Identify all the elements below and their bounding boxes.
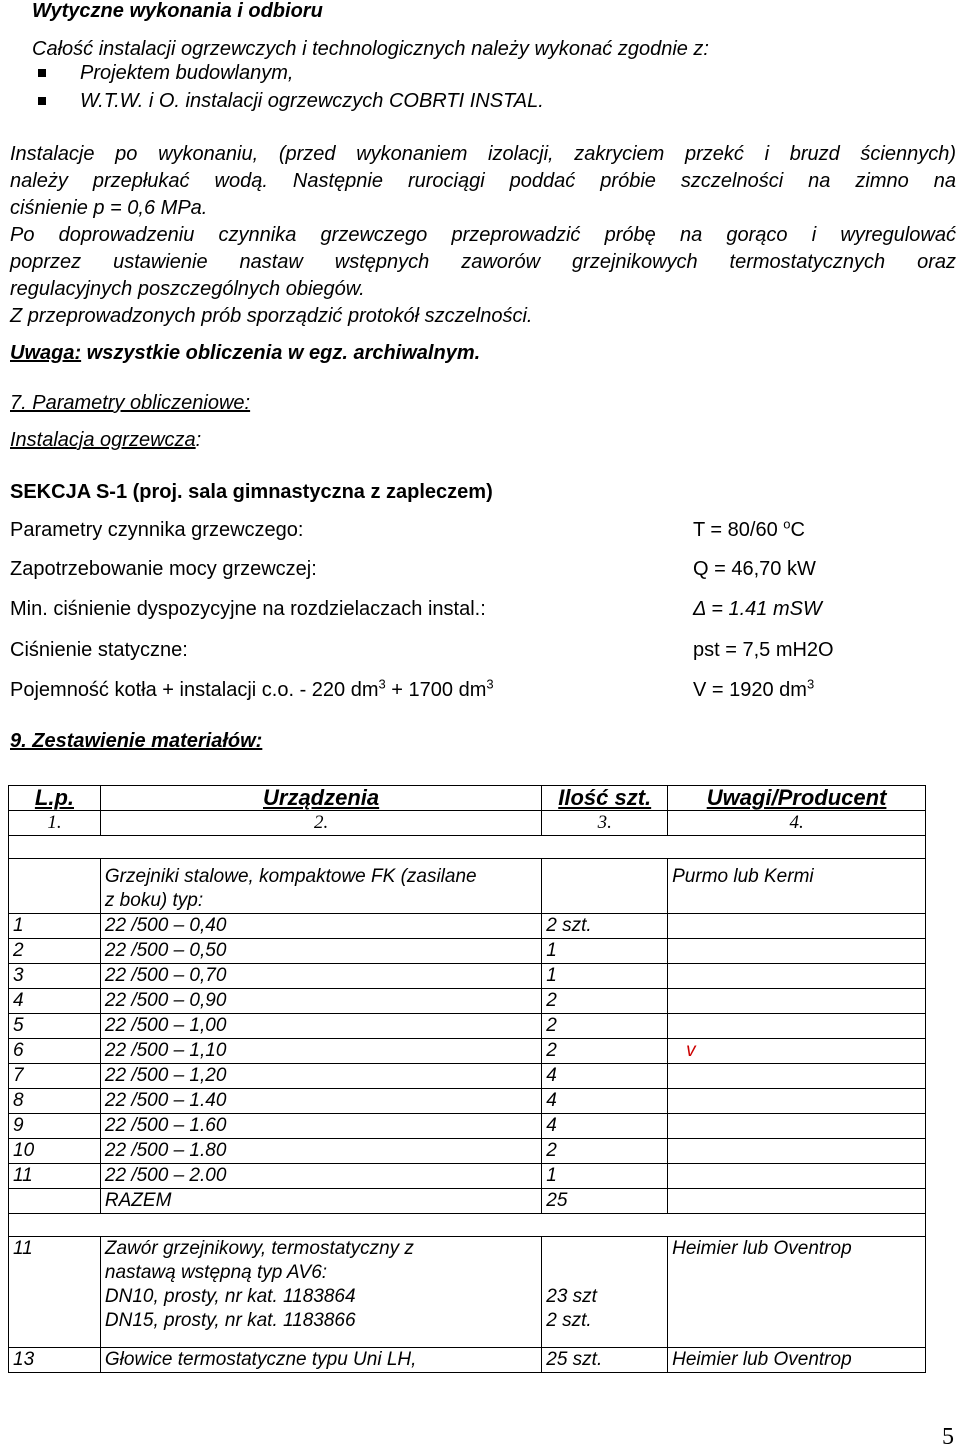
note-cell bbox=[668, 1114, 926, 1139]
group1-desc-line2: z boku) typ: bbox=[104, 890, 204, 911]
lp-cell: 6 bbox=[9, 1039, 101, 1064]
table-header-row bbox=[9, 786, 926, 811]
table-row bbox=[9, 1064, 926, 1089]
qty-cell bbox=[542, 859, 668, 914]
lp-cell: 11 bbox=[9, 1164, 101, 1189]
spacer-cell bbox=[9, 1214, 926, 1237]
pojemnosc-sup-3: 3 bbox=[806, 676, 815, 692]
group2-line2: nastawą wstępną typ AV6: bbox=[104, 1262, 328, 1283]
sekcja-heading: SEKCJA S-1 (proj. sala gimnastyczna z zapleczem) bbox=[10, 481, 493, 503]
table-row bbox=[9, 1164, 926, 1189]
pojemnosc-sup-2: 3 bbox=[486, 676, 494, 692]
header-cell: L.p. bbox=[9, 786, 101, 811]
name-cell: 22 /500 – 1,20 bbox=[100, 1064, 541, 1089]
header-cell: Urządzenia bbox=[100, 786, 541, 811]
pojemnosc-sup-1: 3 bbox=[378, 676, 386, 692]
qty-cell: 2 bbox=[542, 1014, 668, 1039]
name-cell: RAZEM bbox=[100, 1189, 541, 1214]
group1-rows bbox=[9, 914, 926, 1189]
note-cell bbox=[668, 1089, 926, 1114]
qty-cell: 2 szt. bbox=[542, 914, 668, 939]
column-number-cell: 1. bbox=[9, 811, 101, 836]
qty-cell: 2 bbox=[542, 1039, 668, 1064]
note-cell bbox=[668, 989, 926, 1014]
lp-cell: 11 bbox=[9, 1237, 101, 1348]
qty-cell: 2 bbox=[542, 1139, 668, 1164]
name-cell: 22 /500 – 1.40 bbox=[100, 1089, 541, 1114]
qty-cell: 1 bbox=[542, 939, 668, 964]
section9-heading: 9. Zestawienie materiałów: bbox=[10, 730, 263, 752]
spacer-cell bbox=[9, 836, 926, 859]
group2-line1: Zawór grzejnikowy, termostatyczny z bbox=[104, 1238, 414, 1259]
pojemnosc-value-text: V = 1920 dm bbox=[693, 679, 807, 701]
qty-cell: 4 bbox=[542, 1064, 668, 1089]
column-number-row bbox=[9, 811, 926, 836]
table-row bbox=[9, 1014, 926, 1039]
table-row bbox=[9, 859, 926, 914]
name-cell: 22 /500 – 1,10 bbox=[100, 1039, 541, 1064]
name-cell: 22 /500 – 0,40 bbox=[100, 914, 541, 939]
para1-line3: ciśnienie p = 0,6 MPa. bbox=[10, 197, 208, 219]
column-number-cell: 2. bbox=[100, 811, 541, 836]
header-cell: Ilość szt. bbox=[542, 786, 668, 811]
table-row bbox=[9, 1089, 926, 1114]
param-label-4: Ciśnienie statyczne: bbox=[10, 639, 188, 661]
qty-cell: 4 bbox=[542, 1114, 668, 1139]
lp-cell: 5 bbox=[9, 1014, 101, 1039]
lp-cell: 9 bbox=[9, 1114, 101, 1139]
param-value-2: Q = 46,70 kW bbox=[693, 558, 816, 580]
qty-cell bbox=[542, 1237, 668, 1348]
para1-line1: Instalacje po wykonaniu, (przed wykonaniem izolacji, zakryciem przekć i bruzd ściennych) bbox=[10, 143, 956, 165]
para2-line3: regulacyjnych poszczególnych obiegów. bbox=[10, 278, 365, 300]
table-row bbox=[9, 1348, 926, 1373]
group2-line4: DN15, prosty, nr kat. 1183866 bbox=[104, 1310, 356, 1331]
spacer-row bbox=[9, 836, 926, 859]
param-label-3: Min. ciśnienie dyspozycyjne na rozdzielaczach instal.: bbox=[10, 598, 486, 620]
param-unit: C bbox=[790, 519, 805, 541]
group2-line3: DN10, prosty, nr kat. 1183864 bbox=[104, 1286, 356, 1307]
param-label-2: Zapotrzebowanie mocy grzewczej: bbox=[10, 558, 317, 580]
qty-cell: 4 bbox=[542, 1089, 668, 1114]
note-cell bbox=[668, 1164, 926, 1189]
table-row bbox=[9, 1039, 926, 1064]
bullet-icon bbox=[38, 69, 46, 77]
qty-cell: 25 bbox=[542, 1189, 668, 1214]
lp-cell: 13 bbox=[9, 1348, 101, 1373]
group1-desc-line1: Grzejniki stalowe, kompaktowe FK (zasilane bbox=[104, 866, 477, 887]
pojemnosc-value bbox=[693, 677, 814, 703]
param-label-1: Parametry czynnika grzewczego: bbox=[10, 519, 304, 541]
qty-cell: 25 szt. bbox=[542, 1348, 668, 1373]
name-cell: 22 /500 – 0,50 bbox=[100, 939, 541, 964]
name-cell bbox=[100, 1237, 541, 1348]
pojemnosc-label bbox=[10, 677, 494, 703]
param-value-4: pst = 7,5 mH2O bbox=[693, 639, 834, 661]
table-row bbox=[9, 1139, 926, 1164]
note-cell bbox=[668, 1064, 926, 1089]
lp-cell: 3 bbox=[9, 964, 101, 989]
group2-qty2: 2 szt. bbox=[546, 1310, 592, 1331]
table-row bbox=[9, 914, 926, 939]
para1-line2: należy przepłukać wodą. Następnie rurociągi poddać próbie szczelności na zimno na bbox=[10, 170, 956, 192]
param-value-text: T = 80/60 bbox=[693, 519, 778, 541]
lp-cell: 1 bbox=[9, 914, 101, 939]
pojemnosc-text-b: + 1700 dm bbox=[385, 679, 487, 701]
bullet-item-1: Projektem budowlanym, bbox=[80, 62, 294, 84]
qty-cell: 1 bbox=[542, 964, 668, 989]
table-row bbox=[9, 989, 926, 1014]
producer-cell bbox=[668, 1189, 926, 1214]
note-cell bbox=[668, 939, 926, 964]
intro-text: Całość instalacji ogrzewczych i technologicznych należy wykonać zgodnie z: bbox=[32, 38, 709, 60]
note-cell bbox=[668, 1139, 926, 1164]
table-row bbox=[9, 1189, 926, 1214]
name-cell: 22 /500 – 1,00 bbox=[100, 1014, 541, 1039]
header-cell: Uwagi/Producent bbox=[668, 786, 926, 811]
bullet-item-2: W.T.W. i O. instalacji ogrzewczych COBRTI INSTAL. bbox=[80, 90, 544, 112]
subheading-colon: : bbox=[195, 429, 202, 451]
name-cell: 22 /500 – 2.00 bbox=[100, 1164, 541, 1189]
lp-cell: 10 bbox=[9, 1139, 101, 1164]
column-number-cell: 3. bbox=[542, 811, 668, 836]
subheading bbox=[10, 427, 201, 453]
lp-cell bbox=[9, 1189, 101, 1214]
table-row bbox=[9, 939, 926, 964]
param-value-3: Δ = 1.41 mSW bbox=[693, 598, 822, 620]
name-cell: 22 /500 – 1.80 bbox=[100, 1139, 541, 1164]
note-cell bbox=[668, 1014, 926, 1039]
lp-cell: 8 bbox=[9, 1089, 101, 1114]
degree-sup: o bbox=[783, 516, 791, 532]
section7-heading: 7. Parametry obliczeniowe: bbox=[10, 392, 251, 414]
qty-cell: 2 bbox=[542, 989, 668, 1014]
subheading-text: Instalacja ogrzewcza bbox=[10, 429, 196, 451]
name-cell bbox=[100, 859, 541, 914]
note-line bbox=[10, 340, 480, 366]
note-label: Uwaga: bbox=[10, 342, 82, 364]
name-cell: 22 /500 – 0,70 bbox=[100, 964, 541, 989]
producer-cell: Heimier lub Oventrop bbox=[668, 1237, 926, 1348]
lp-cell bbox=[9, 859, 101, 914]
note-text: wszystkie obliczenia w egz. archiwalnym. bbox=[81, 342, 481, 364]
producer-cell: Heimier lub Oventrop bbox=[668, 1348, 926, 1373]
para2-line2: poprzez ustawienie nastaw wstępnych zaworów grzejnikowych termostatycznych oraz bbox=[10, 251, 956, 273]
qty-cell: 1 bbox=[542, 1164, 668, 1189]
pojemnosc-text-a: Pojemność kotła + instalacji c.o. - 220 dm bbox=[10, 679, 379, 701]
section-heading: Wytyczne wykonania i odbioru bbox=[32, 0, 323, 22]
table-row bbox=[9, 1237, 926, 1348]
page-number: 5 bbox=[942, 1424, 954, 1450]
note-cell: v bbox=[668, 1039, 926, 1064]
name-cell: 22 /500 – 1.60 bbox=[100, 1114, 541, 1139]
materials-table bbox=[8, 785, 926, 1373]
producer-cell: Purmo lub Kermi bbox=[668, 859, 926, 914]
name-cell: Głowice termostatyczne typu Uni LH, bbox=[100, 1348, 541, 1373]
table-row bbox=[9, 964, 926, 989]
para2-line1: Po doprowadzeniu czynnika grzewczego przeprowadzić próbę na gorąco i wyregulować bbox=[10, 224, 956, 246]
para2-line4: Z przeprowadzonych prób sporządzić protokół szczelności. bbox=[10, 305, 533, 327]
spacer-row bbox=[9, 1214, 926, 1237]
name-cell: 22 /500 – 0,90 bbox=[100, 989, 541, 1014]
lp-cell: 7 bbox=[9, 1064, 101, 1089]
note-cell bbox=[668, 964, 926, 989]
param-value-1 bbox=[693, 517, 805, 543]
lp-cell: 2 bbox=[9, 939, 101, 964]
bullet-icon bbox=[38, 97, 46, 105]
note-cell bbox=[668, 914, 926, 939]
lp-cell: 4 bbox=[9, 989, 101, 1014]
column-number-cell: 4. bbox=[668, 811, 926, 836]
table-row bbox=[9, 1114, 926, 1139]
group2-qty1: 23 szt bbox=[546, 1286, 597, 1307]
